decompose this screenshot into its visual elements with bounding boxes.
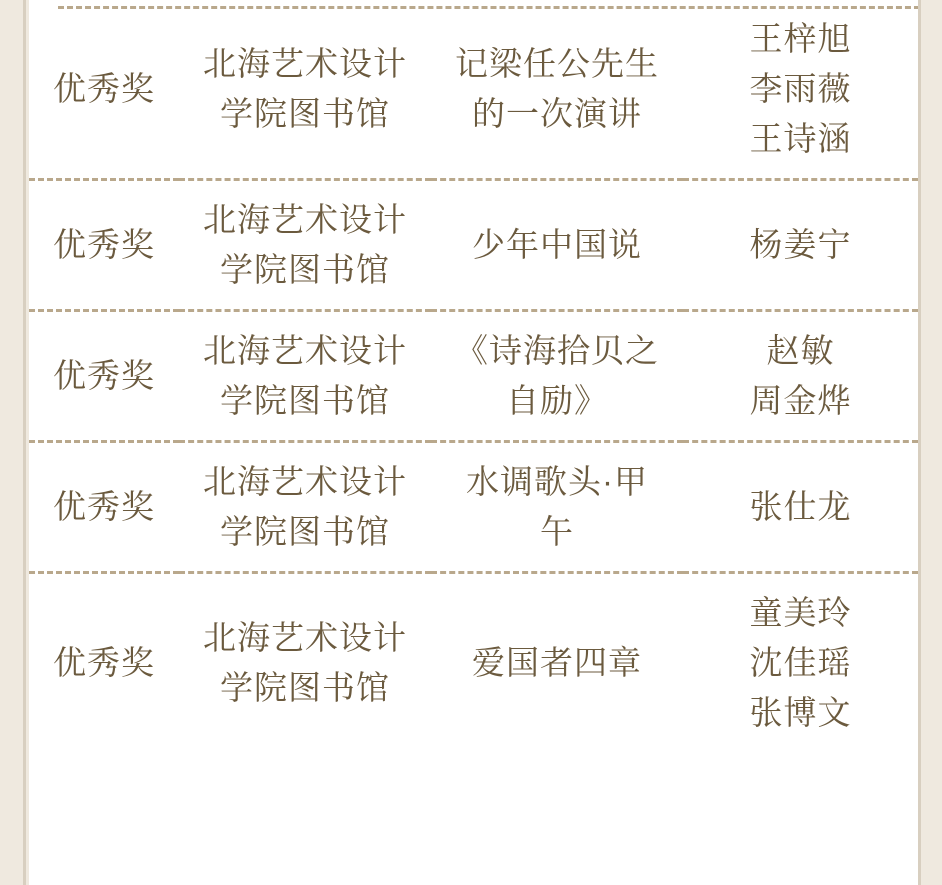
- participant-name: 王诗涵: [749, 120, 852, 157]
- cell-award: [29, 311, 179, 442]
- cell-participants: [683, 573, 918, 753]
- table-row: [29, 0, 918, 180]
- participant-name: 周金烨: [749, 382, 852, 419]
- award-table: [29, 0, 918, 752]
- award-label: 优秀奖: [53, 488, 155, 525]
- cell-organization: [179, 573, 431, 753]
- page-frame-left: [0, 0, 26, 885]
- work-line: 《诗海拾贝之: [455, 332, 659, 369]
- participant-name: 张仕龙: [749, 488, 852, 525]
- table-top-divider: [58, 6, 918, 9]
- award-label: 优秀奖: [53, 70, 155, 107]
- work-line: 记梁任公先生: [455, 45, 659, 82]
- organization-line: 学院图书馆: [220, 382, 390, 419]
- participant-name: 童美玲: [749, 594, 852, 631]
- award-label: 优秀奖: [53, 357, 155, 394]
- organization-line: 学院图书馆: [220, 513, 390, 550]
- cell-work: [431, 180, 683, 311]
- cell-work: [431, 311, 683, 442]
- organization-line: 北海艺术设计: [203, 201, 407, 238]
- organization-line: 北海艺术设计: [203, 463, 407, 500]
- organization-line: 学院图书馆: [220, 251, 390, 288]
- cell-participants: [683, 311, 918, 442]
- organization-line: 学院图书馆: [220, 669, 390, 706]
- organization-line: 学院图书馆: [220, 95, 390, 132]
- award-label: 优秀奖: [53, 226, 155, 263]
- cell-organization: [179, 0, 431, 180]
- cell-participants: [683, 0, 918, 180]
- cell-award: [29, 442, 179, 573]
- cell-work: [431, 0, 683, 180]
- work-line: 午: [540, 513, 574, 550]
- work-line: 的一次演讲: [472, 95, 642, 132]
- participant-name: 沈佳瑶: [749, 644, 852, 681]
- work-line: 水调歌头·甲: [466, 463, 648, 500]
- participant-name: 赵敏: [766, 332, 835, 369]
- work-line: 少年中国说: [472, 226, 642, 263]
- participant-name: 李雨薇: [749, 70, 852, 107]
- table-row: [29, 442, 918, 573]
- participant-name: 杨姜宁: [749, 226, 852, 263]
- cell-award: [29, 180, 179, 311]
- cell-work: [431, 573, 683, 753]
- organization-line: 北海艺术设计: [203, 619, 407, 656]
- work-line: 自励》: [506, 382, 608, 419]
- organization-line: 北海艺术设计: [203, 45, 407, 82]
- table-row: [29, 311, 918, 442]
- participant-name: 王梓旭: [749, 20, 852, 57]
- cell-work: [431, 442, 683, 573]
- cell-participants: [683, 180, 918, 311]
- cell-participants: [683, 442, 918, 573]
- page-frame-right: [918, 0, 942, 885]
- participant-name: 张博文: [749, 694, 852, 731]
- award-table-body: [29, 0, 918, 752]
- cell-organization: [179, 442, 431, 573]
- table-row: [29, 180, 918, 311]
- cell-organization: [179, 311, 431, 442]
- cell-award: [29, 573, 179, 753]
- organization-line: 北海艺术设计: [203, 332, 407, 369]
- cell-award: [29, 0, 179, 180]
- cell-organization: [179, 180, 431, 311]
- award-label: 优秀奖: [53, 644, 155, 681]
- award-table-container: [29, 0, 918, 885]
- table-row: [29, 573, 918, 753]
- work-line: 爱国者四章: [472, 644, 642, 681]
